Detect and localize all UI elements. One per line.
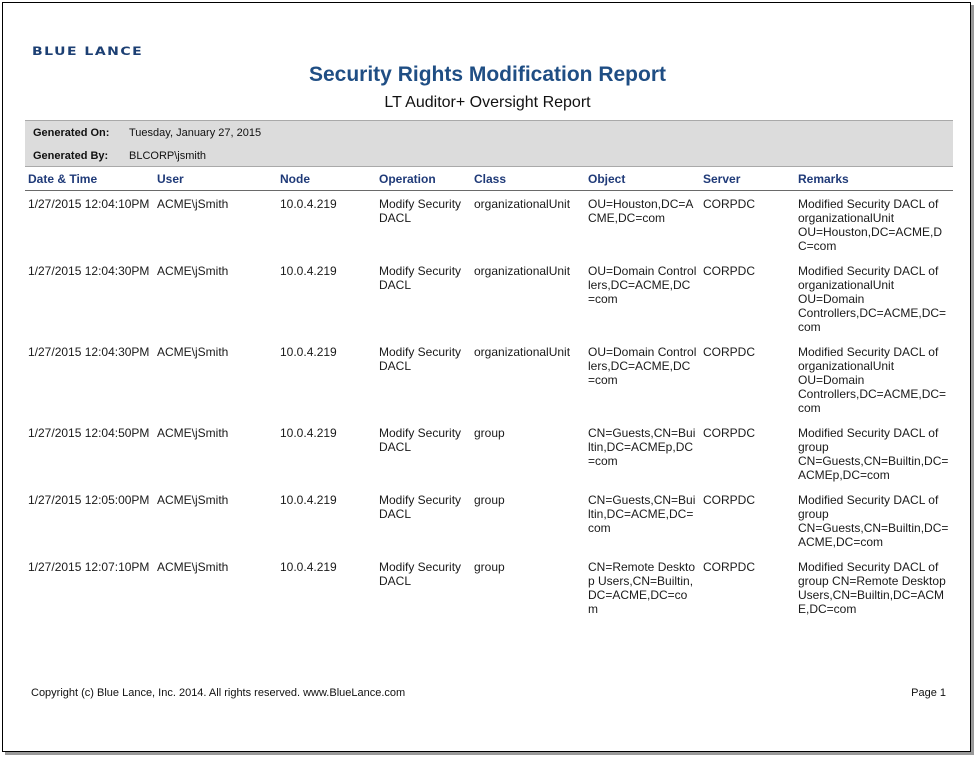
cell-server: CORPDC [703, 264, 756, 278]
cell-server: CORPDC [703, 426, 756, 440]
cell-node: 10.0.4.219 [280, 426, 337, 440]
column-header-node: Node [277, 168, 376, 191]
cell-class: organizationalUnit [474, 264, 571, 278]
table-header-row [25, 168, 953, 191]
cell-object: OU=Domain Controllers,DC=ACME,DC=com [588, 264, 697, 306]
column-header-server: Server [700, 168, 795, 191]
cell-class: group [474, 560, 505, 574]
cell-remarks: Modified Security DACL of organizationalUnit OU=Houston,DC=ACME,DC=com [798, 197, 943, 253]
cell-class: organizationalUnit [474, 197, 571, 211]
cell-user: ACME\jSmith [157, 197, 229, 211]
report-title: Security Rights Modification Report [308, 63, 667, 86]
cell-object: OU=Domain Controllers,DC=ACME,DC=com [588, 345, 697, 387]
column-header-user: User [154, 168, 277, 191]
cell-node: 10.0.4.219 [280, 264, 337, 278]
generated-on-label: Generated On: [33, 127, 110, 139]
generated-by-label: Generated By: [33, 150, 109, 162]
column-header-class: Class [471, 168, 585, 191]
table-row [25, 487, 953, 554]
cell-datetime: 1/27/2015 12:07:10PM [28, 560, 150, 574]
cell-user: ACME\jSmith [157, 493, 229, 507]
cell-node: 10.0.4.219 [280, 197, 337, 211]
column-header-object: Object [585, 168, 700, 191]
cell-datetime: 1/27/2015 12:04:30PM [28, 345, 150, 359]
cell-class: organizationalUnit [474, 345, 571, 359]
report-table [25, 168, 953, 621]
table-row [25, 554, 953, 621]
cell-class: group [474, 426, 505, 440]
cell-remarks: Modified Security DACL of group CN=Guests,CN=Builtin,DC=ACME,DC=com [798, 493, 949, 549]
report-subtitle: LT Auditor+ Oversight Report [384, 94, 591, 111]
cell-object: CN=Guests,CN=Builtin,DC=ACME,DC=com [588, 493, 696, 535]
cell-datetime: 1/27/2015 12:04:10PM [28, 197, 150, 211]
cell-remarks: Modified Security DACL of group CN=Guests,CN=Builtin,DC=ACMEp,DC=com [798, 426, 949, 482]
cell-server: CORPDC [703, 197, 756, 211]
page-number: Page 1 [911, 687, 946, 699]
cell-server: CORPDC [703, 493, 756, 507]
cell-remarks: Modified Security DACL of organizationalUnit OU=Domain Controllers,DC=ACME,DC=com [798, 264, 947, 334]
generated-on-value: Tuesday, January 27, 2015 [129, 127, 262, 139]
cell-user: ACME\jSmith [157, 560, 229, 574]
cell-operation: Modify Security DACL [379, 560, 462, 588]
cell-operation: Modify Security DACL [379, 264, 462, 292]
cell-class: group [474, 493, 505, 507]
report-page [2, 2, 971, 752]
column-header-operation: Operation [376, 168, 471, 191]
cell-node: 10.0.4.219 [280, 345, 337, 359]
copyright-text: Copyright (c) Blue Lance, Inc. 2014. All rights reserved. www.BlueLance.com [31, 687, 406, 699]
column-header-datetime: Date & Time [25, 168, 154, 191]
cell-user: ACME\jSmith [157, 426, 229, 440]
table-row [25, 420, 953, 487]
cell-remarks: Modified Security DACL of organizationalUnit OU=Domain Controllers,DC=ACME,DC=com [798, 345, 947, 415]
table-row [25, 191, 953, 259]
cell-operation: Modify Security DACL [379, 426, 462, 454]
cell-datetime: 1/27/2015 12:04:30PM [28, 264, 150, 278]
cell-object: OU=Houston,DC=ACME,DC=com [588, 197, 694, 225]
cell-remarks: Modified Security DACL of group CN=Remote Desktop Users,CN=Builtin,DC=ACME,DC=com [798, 560, 946, 616]
table-row [25, 258, 953, 339]
generated-by-value: BLCORP\jsmith [129, 150, 207, 162]
cell-object: CN=Remote Desktop Users,CN=Builtin,DC=ACME,DC=com [588, 560, 696, 616]
generated-info-box [25, 120, 953, 167]
cell-datetime: 1/27/2015 12:05:00PM [28, 493, 150, 507]
cell-user: ACME\jSmith [157, 264, 229, 278]
cell-operation: Modify Security DACL [379, 197, 462, 225]
cell-object: CN=Guests,CN=Builtin,DC=ACMEp,DC=com [588, 426, 696, 468]
cell-operation: Modify Security DACL [379, 493, 462, 521]
cell-server: CORPDC [703, 345, 756, 359]
cell-server: CORPDC [703, 560, 756, 574]
cell-operation: Modify Security DACL [379, 345, 462, 373]
cell-datetime: 1/27/2015 12:04:50PM [28, 426, 150, 440]
table-row [25, 339, 953, 420]
company-logo: BLUE LANCE [32, 45, 144, 59]
column-header-remarks: Remarks [795, 168, 953, 191]
cell-node: 10.0.4.219 [280, 493, 337, 507]
cell-node: 10.0.4.219 [280, 560, 337, 574]
cell-user: ACME\jSmith [157, 345, 229, 359]
